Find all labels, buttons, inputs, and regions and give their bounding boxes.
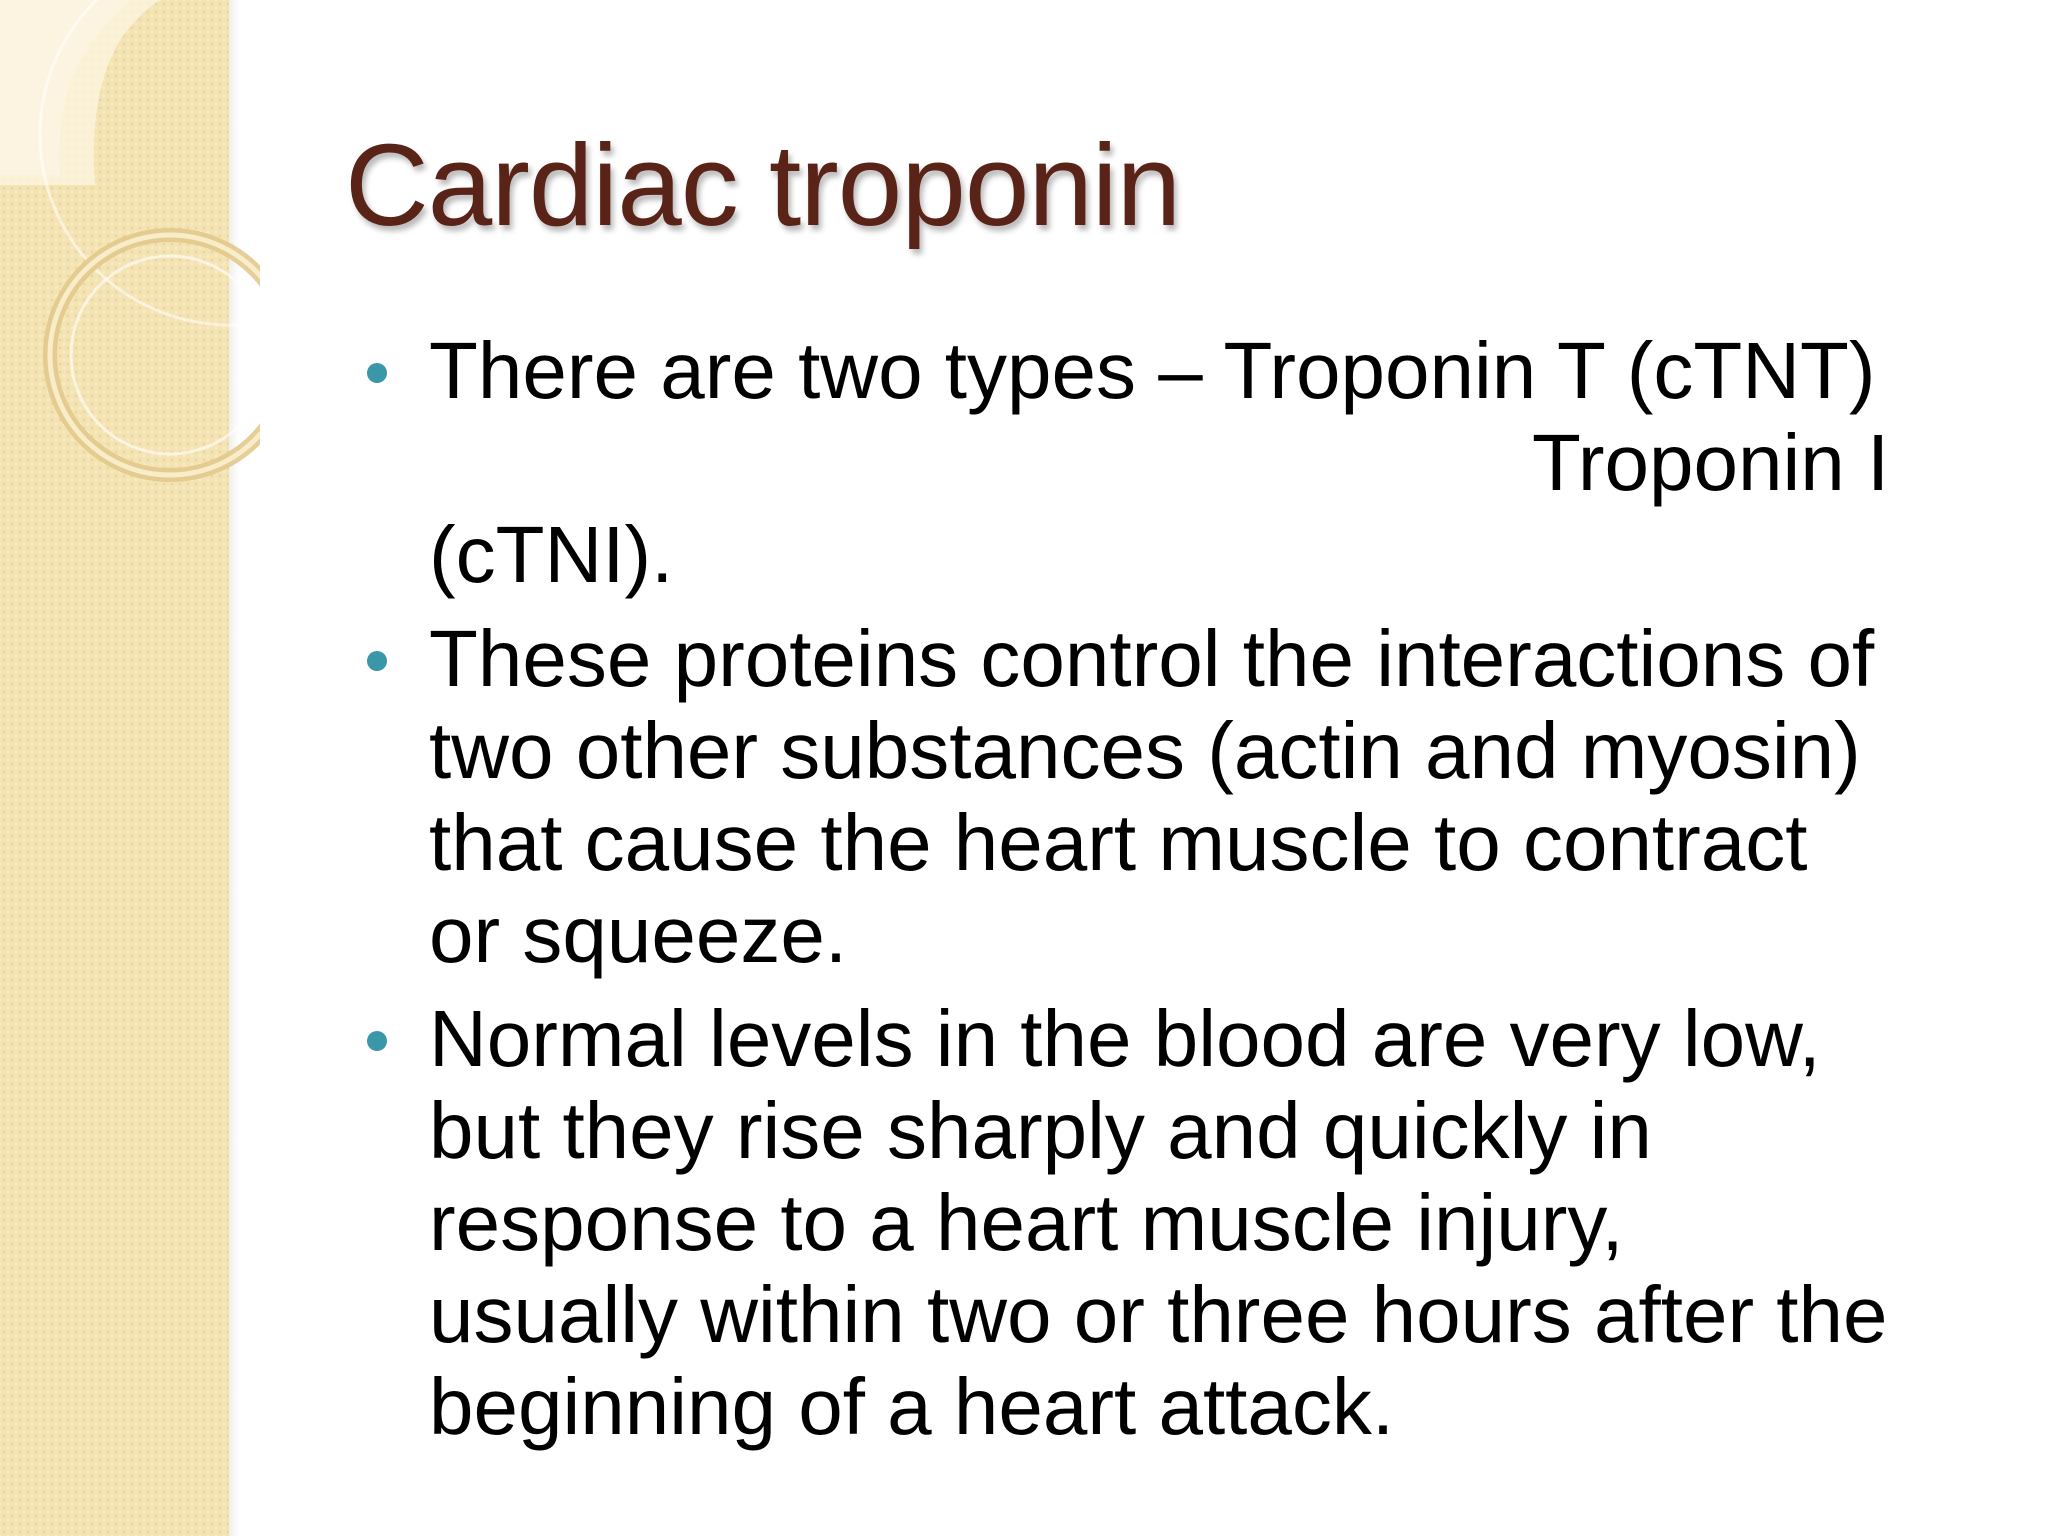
bullet-dot-icon xyxy=(367,363,387,383)
bullet-line: response to a heart muscle injury, xyxy=(429,1178,1624,1267)
bullet-item xyxy=(346,613,1996,981)
bullet-dot-icon xyxy=(367,1031,387,1051)
bullet-line: These proteins control the interactions of xyxy=(429,614,1875,703)
bullet-line: beginning of a heart attack. xyxy=(429,1362,1395,1451)
slide-title: Cardiac troponin xyxy=(345,120,1181,250)
decorative-rings-graphic xyxy=(0,0,260,520)
bullet-dot-icon xyxy=(367,651,387,671)
bullet-line: (cTNI). xyxy=(429,510,674,599)
bullet-line: two other substances (actin and myosin) xyxy=(429,706,1861,795)
bullet-line: usually within two or three hours after the xyxy=(429,1270,1888,1359)
bullet-line: but they rise sharply and quickly in xyxy=(429,1086,1652,1175)
bullet-line: Troponin I xyxy=(1532,418,1890,507)
bullet-line: that cause the heart muscle to contract xyxy=(429,798,1808,887)
bullet-item xyxy=(346,325,1996,601)
bullet-line: or squeeze. xyxy=(429,890,848,979)
bullet-line: Normal levels in the blood are very low, xyxy=(429,994,1821,1083)
bullet-list xyxy=(346,325,1996,1465)
bullet-item xyxy=(346,993,1996,1453)
bullet-line: There are two types – Troponin T (cTNT) xyxy=(429,326,1876,415)
